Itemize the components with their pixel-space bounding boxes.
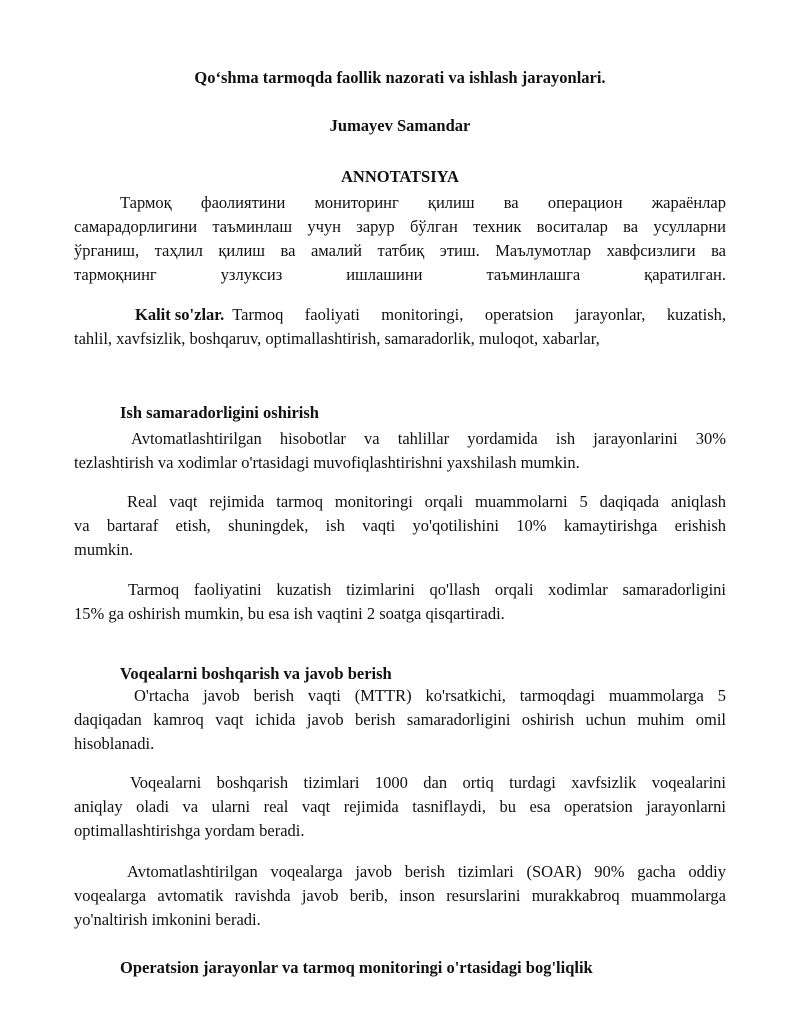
paragraph-line: Tarmoq faoliyatini kuzatish tizimlarini qo'llash orqali xodimlar samaradorligini (128, 580, 726, 599)
keywords-text: Tarmoq faoliyati monitoringi, operatsion jarayonlar, kuzatish, (232, 305, 726, 324)
abstract-line: Тармоқ фаолиятини мониторинг қилиш ва операцион жараёнлар (120, 193, 726, 212)
section-heading: Operatsion jarayonlar va tarmoq monitoringi o'rtasidagi bog'liqlik (120, 958, 593, 977)
section-heading: Ish samaradorligini oshirish (120, 403, 319, 422)
abstract-line: самарадорлигини таъминлаш учун зарур бўлган техник воситалар ва усулларни (74, 217, 726, 236)
paragraph-line: 15% ga oshirish mumkin, bu esa ish vaqtini 2 soatga qisqartiradi. (74, 604, 505, 623)
document-title: Qo‘shma tarmoqda faollik nazorati va ishlash jarayonlari. (194, 68, 606, 87)
paragraph-line: optimallashtirishga yordam beradi. (74, 821, 305, 840)
paragraph-line: Real vaqt rejimida tarmoq monitoringi orqali muammolarni 5 daqiqada aniqlash (127, 492, 726, 511)
section-heading: Voqealarni boshqarish va javob berish (120, 664, 392, 683)
abstract-paragraph (74, 191, 726, 287)
paragraph-line: O'rtacha javob berish vaqti (MTTR) ko'rsatkichi, tarmoqdagi muammolarga 5 (134, 686, 726, 705)
body-paragraph (74, 427, 726, 475)
paragraph-line: tezlashtirish va xodimlar o'rtasidagi muvofiqlashtirishni yaxshilash mumkin. (74, 453, 580, 472)
abstract-heading: ANNOTATSIYA (341, 167, 459, 186)
body-paragraph (74, 860, 726, 932)
paragraph-line: Voqealarni boshqarish tizimlari 1000 dan ortiq turdagi xavfsizlik voqealarini (130, 773, 726, 792)
document-author: Jumayev Samandar (329, 116, 471, 135)
paragraph-line: yo'naltirish imkonini beradi. (74, 910, 261, 929)
paragraph-line: aniqlay oladi va ularni real vaqt rejimida tasniflaydi, bu esa operatsion jarayonlarni (74, 797, 726, 816)
body-paragraph (74, 490, 726, 562)
abstract-line: ўрганиш, таҳлил қилиш ва амалий татбиқ этиш. Маълумотлар хавфсизлиги ва (74, 241, 726, 260)
keywords-label: Kalit so'zlar. (135, 305, 225, 324)
paragraph-line: mumkin. (74, 540, 134, 559)
body-paragraph (74, 771, 726, 843)
paragraph-line: Avtomatlashtirilgan voqealarga javob berish tizimlari (SOAR) 90% gacha oddiy (127, 862, 726, 881)
keywords-line: tahlil, xavfsizlik, boshqaruv, optimallashtirish, samaradorlik, muloqot, xabarlar, (74, 329, 600, 348)
body-paragraph (74, 578, 726, 626)
paragraph-line: hisoblanadi. (74, 734, 155, 753)
keywords-paragraph (74, 303, 726, 351)
paragraph-line: voqealarga avtomatik ravishda javob berib, inson resurslarini murakkabroq muammolarga (74, 886, 726, 905)
paragraph-line: va bartaraf etish, shuningdek, ish vaqti yo'qotilishini 10% kamaytirishga erishish (74, 516, 726, 535)
body-paragraph (74, 684, 726, 756)
keywords-line (74, 303, 726, 327)
abstract-line: тармоқнинг узлуксиз ишлашини таъминлашга қаратилган. (74, 265, 726, 284)
paragraph-line: Avtomatlashtirilgan hisobotlar va tahlillar yordamida ish jarayonlarini 30% (131, 429, 726, 448)
paragraph-line: daqiqadan kamroq vaqt ichida javob berish samaradorligini oshirish uchun muhim omil (74, 710, 726, 729)
